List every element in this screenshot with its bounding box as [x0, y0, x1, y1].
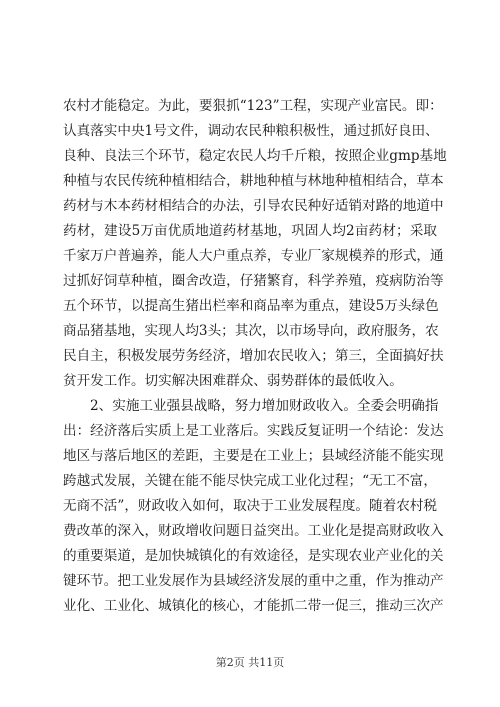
text-line: 千家万户普遍养，能人大户重点养，专业厂家规模养的形式，通	[63, 248, 444, 264]
text-line: 药材与木本药材相结合的办法，引导农民种好适销对路的地道中	[63, 198, 444, 214]
text-line: 种植与农民传统种植相结合，耕地种植与林地种植相结合，草本	[63, 173, 444, 189]
text-line: 业化、工业化、城镇化的核心，才能抓二带一促三，推动三次产	[63, 598, 444, 614]
text-line: 跨越式发展，关键在能不能尽快完成工业化过程；“无工不富，	[63, 473, 437, 489]
text-line: 2、实施工业强县战略，努力增加财政收入。全委会明确指	[90, 398, 439, 414]
text-line: 贫开发工作。切实解决困难群众、弱势群体的最低收入。	[63, 373, 403, 389]
text-line: 费改革的深入，财政增收问题日益突出。工业化是提高财政收入	[63, 523, 444, 539]
document-body	[63, 94, 447, 619]
text-line: 地区与落后地区的差距，主要是在工业上；县域经济能不能实现	[63, 448, 444, 464]
paragraph-1	[63, 94, 447, 394]
text-line: 商品猪基地，实现人均3头；其次，以市场导向，政府服务，农	[63, 323, 439, 339]
page-footer	[0, 654, 500, 670]
text-line: 过抓好饲草种植，圈舍改造，仔猪繁育，科学养殖，疫病防治等	[63, 273, 444, 289]
text-line: 药材，建设5万亩优质地道药材基地，巩固人均2亩药材；采取	[63, 223, 437, 239]
text-line: 键环节。把工业发展作为县域经济发展的重中之重，作为推动产	[63, 573, 444, 589]
text-line: 无商不活”，财政收入如何，取决于工业发展程度。随着农村税	[63, 498, 437, 514]
text-line: 农村才能稳定。为此，要狠抓“123”工程，实现产业富民。即：	[63, 98, 443, 114]
text-line: 良种、良法三个环节，稳定农民人均千斤粮，按照企业gmp基地	[63, 148, 447, 164]
text-line: 的重要渠道，是加快城镇化的有效途径，是实现农业产业化的关	[63, 548, 444, 564]
page-number: 第2页 共11页	[215, 656, 285, 669]
text-line: 五个环节，以提高生猪出栏率和商品率为重点，建设5万头绿色	[63, 298, 439, 314]
text-line: 出：经济落后实质上是工业落后。实践反复证明一个结论：发达	[63, 423, 444, 439]
paragraph-2	[63, 394, 444, 619]
text-line: 认真落实中央1号文件，调动农民种粮积极性，通过抓好良田、	[63, 123, 439, 139]
text-line: 民自主，积极发展劳务经济，增加农民收入；第三，全面搞好扶	[63, 348, 444, 364]
